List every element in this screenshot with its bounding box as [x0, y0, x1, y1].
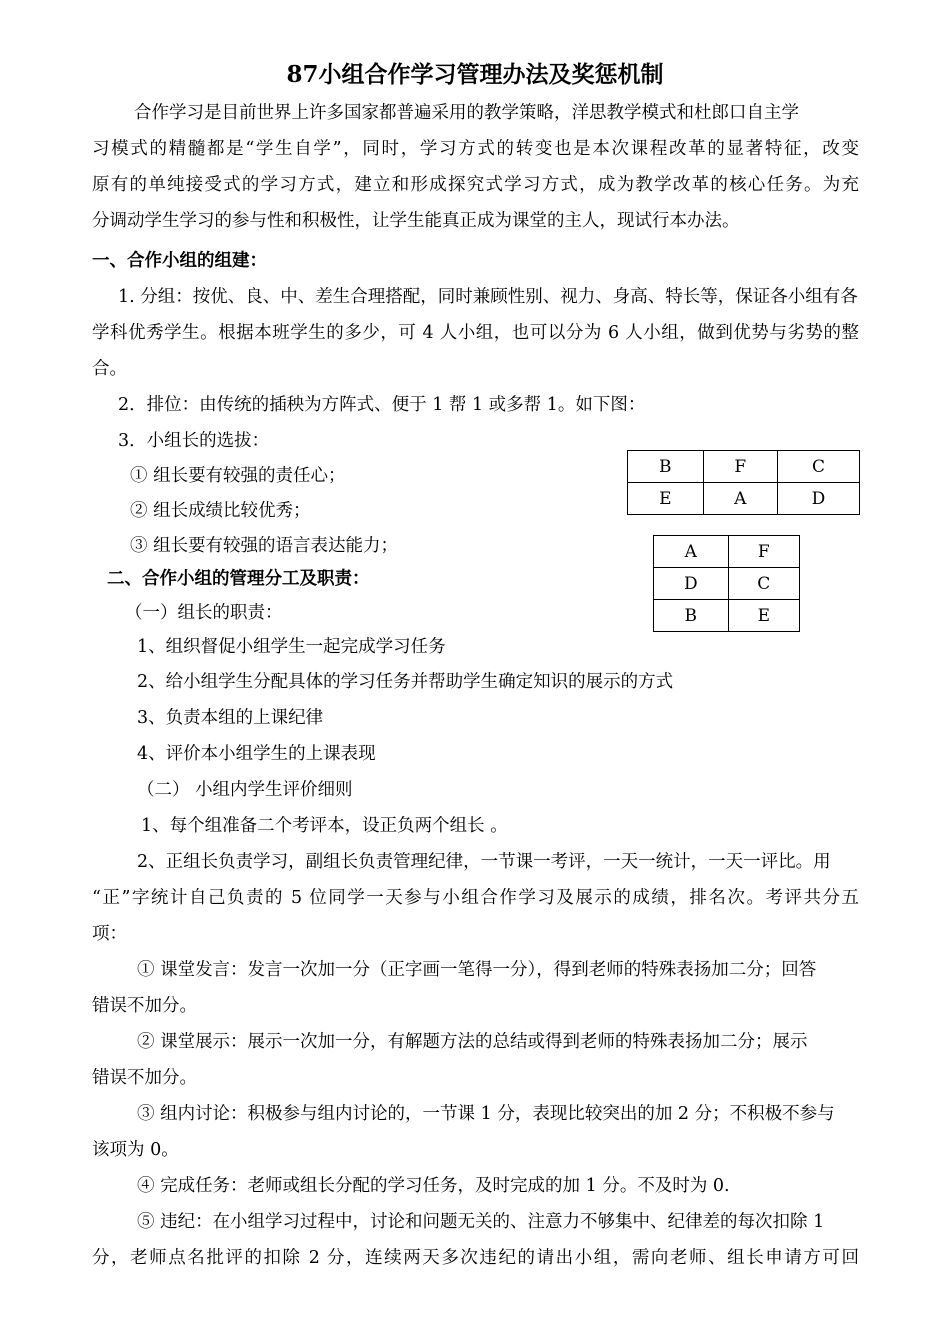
section1-heading: 一、合作小组的组建：	[92, 251, 267, 271]
table-row	[654, 536, 800, 568]
table-row	[628, 483, 860, 515]
grouping-line: 合。	[92, 359, 127, 379]
duty-item: 4、评价本小组学生的上课表现	[137, 744, 376, 764]
duty-item: 2、给小组学生分配具体的学习任务并帮助学生确定知识的展示的方式	[137, 672, 674, 692]
criteria-item: ③ 组长要有较强的语言表达能力；	[130, 536, 399, 556]
seat-cell: A	[654, 536, 729, 568]
seat-cell: B	[654, 600, 729, 632]
table-row	[654, 600, 800, 632]
seat-cell: F	[728, 536, 799, 568]
seat-cell: C	[777, 451, 859, 483]
leader-selection-line: 3．小组长的选拔：	[118, 431, 270, 451]
seat-cell: A	[703, 483, 777, 515]
rule-item: 1、每个组准备二个考评本，设正负两个组长 。	[141, 816, 508, 836]
score-item: 该项为 0。	[92, 1140, 179, 1160]
document-title: 87小组合作学习管理办法及奖惩机制	[286, 61, 664, 88]
seat-cell: D	[777, 483, 859, 515]
score-item: ② 课堂展示：展示一次加一分，有解题方法的总结或得到老师的特殊表扬加二分；展示	[137, 1032, 808, 1052]
score-item: 错误不加分。	[92, 996, 197, 1016]
rule-line: 2、正组长负责学习，副组长负责管理纪律，一节课一考评，一天一统计，一天一评比。用	[137, 852, 831, 872]
rule-line: “正”字统计自己负责的 5 位同学一天参与小组合作学习及展示的成绩，排名次。考评共分五	[92, 888, 859, 908]
duties-heading: （一）组长的职责：	[125, 603, 283, 623]
duty-item: 3、负责本组的上课纪律	[137, 708, 324, 728]
seating-line: 2．排位：由传统的插秧为方阵式、便于 1 帮 1 或多帮 1。如下图：	[118, 395, 646, 415]
grouping-line: 学科优秀学生。根据本班学生的多少，可 4 人小组，也可以分为 6 人小组，做到优势与劣势的整	[92, 323, 859, 343]
rule-line: 项：	[92, 924, 127, 944]
rules-heading: （二） 小组内学生评价细则	[137, 780, 353, 800]
score-item: 错误不加分。	[92, 1068, 197, 1088]
score-item: ③ 组内讨论：积极参与组内讨论的，一节课 1 分，表现比较突出的加 2 分；不积极不参与	[137, 1104, 835, 1124]
seat-cell: C	[728, 568, 799, 600]
score-item: 分，老师点名批评的扣除 2 分，连续两天多次违纪的请出小组，需向老师、组长申请方可回	[92, 1248, 859, 1268]
intro-line: 合作学习是目前世界上许多国家都普遍采用的教学策略，洋思教学模式和杜郎口自主学	[134, 103, 799, 123]
intro-line: 习模式的精髓都是“学生自学”，同时，学习方式的转变也是本次课程改革的显著特征，改变	[92, 139, 859, 159]
duty-item: 1、组织督促小组学生一起完成学习任务	[137, 637, 446, 657]
seat-cell: E	[628, 483, 704, 515]
seat-table-4	[653, 535, 800, 632]
criteria-item: ② 组长成绩比较优秀；	[130, 501, 311, 521]
seat-cell: D	[654, 568, 729, 600]
score-item: ⑤ 违纪：在小组学习过程中，讨论和问题无关的、注意力不够集中、纪律差的每次扣除 1	[137, 1212, 825, 1232]
table-row	[654, 568, 800, 600]
table-row	[628, 451, 860, 483]
score-item: ① 课堂发言：发言一次加一分（正字画一笔得一分），得到老师的特殊表扬加二分；回答	[137, 960, 817, 980]
seat-cell: E	[728, 600, 799, 632]
intro-line: 分调动学生学习的参与性和积极性，让学生能真正成为课堂的主人，现试行本办法。	[92, 211, 740, 231]
intro-line: 原有的单纯接受式的学习方式，建立和形成探究式学习方式，成为教学改革的核心任务。为充	[92, 175, 859, 195]
seat-table-6	[627, 450, 860, 515]
seat-cell: F	[703, 451, 777, 483]
grouping-line: 1. 分组：按优、良、中、差生合理搭配，同时兼顾性别、视力、身高、特长等，保证各小组有各	[118, 287, 858, 307]
score-item: ④ 完成任务：老师或组长分配的学习任务，及时完成的加 1 分。不及时为 0.	[137, 1176, 730, 1196]
section2-heading: 二、合作小组的管理分工及职责：	[107, 569, 370, 589]
criteria-item: ① 组长要有较强的责任心；	[130, 466, 346, 486]
seat-cell: B	[628, 451, 704, 483]
